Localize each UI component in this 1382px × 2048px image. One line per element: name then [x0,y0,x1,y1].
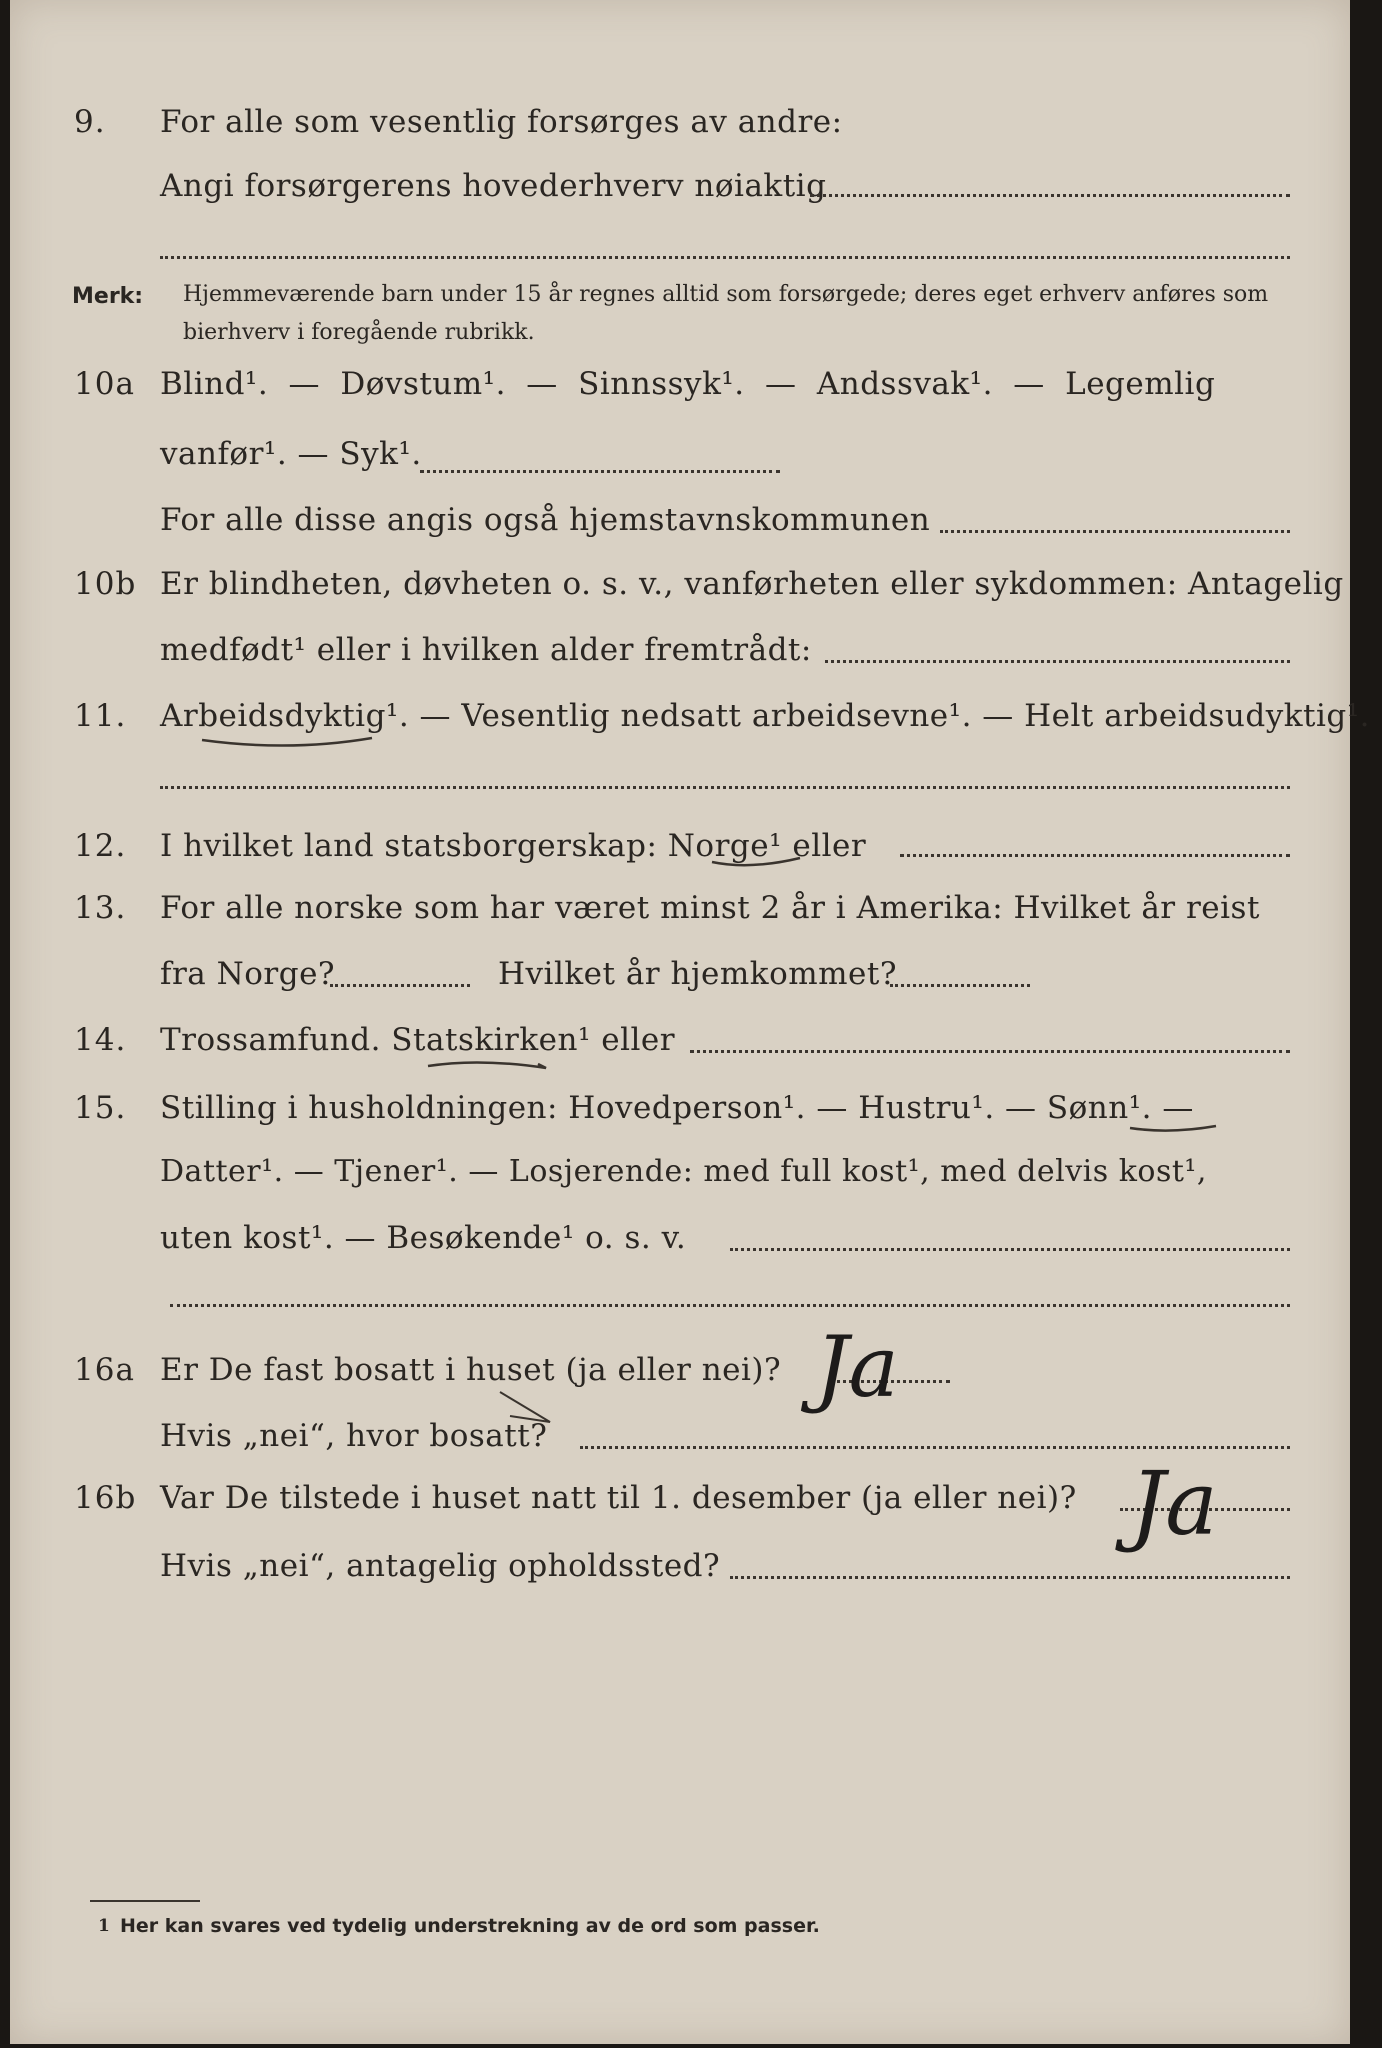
underline-arbeidsdyktig [202,738,372,746]
handwritten-answer-16b: Ja [1130,1452,1218,1555]
ink-markings [10,0,1350,2044]
question-text: Hvis „nei“, hvor bosatt? [160,1418,548,1454]
question-text: Angi forsørgerens hovederhverv nøiaktig [160,168,827,204]
question-text: medfødt¹ eller i hvilken alder fremtrådt: [160,632,812,668]
handwritten-answer-16a: Ja [815,1318,899,1416]
item-number: 11. [74,698,127,734]
item-number: 10a [74,366,135,402]
question-text: Datter¹. — Tjener¹. — Losjerende: med full kost¹, med delvis kost¹, [160,1154,1207,1189]
question-text: Var De tilstede i huset natt til 1. desember (ja eller nei)? [160,1480,1077,1516]
question-text: Er blindheten, døvheten o. s. v., vanførheten eller sykdommen: Antagelig [160,566,1344,602]
question-text: uten kost¹. — Besøkende¹ o. s. v. [160,1220,687,1256]
merk-label: Merk: [72,284,144,309]
underline-statskirken [428,1062,546,1068]
footnote-mark: 1 [98,1916,110,1936]
question-text: Hvilket år hjemkommet? [498,956,897,992]
question-text: vanfør¹. — Syk¹. [160,436,422,472]
question-text: Er De fast bosatt i huset (ja eller nei)? [160,1352,782,1388]
question-text: For alle som vesentlig forsørges av andre: [160,104,843,140]
pencil-mark [500,1392,550,1422]
item-number: 9. [74,104,106,140]
census-form-page [10,0,1371,2044]
underline-sonn [1130,1126,1216,1131]
item-number: 16b [74,1480,137,1516]
question-text: I hvilket land statsborgerskap: Norge¹ eller [160,828,867,864]
question-text: For alle norske som har været minst 2 år i Amerika: Hvilket år reist [160,890,1260,926]
merk-note: Hjemmeværende barn under 15 år regnes alltid som forsørgede; deres eget erhverv anføres som bierhverv i foregående rubrikk. [183,282,1269,345]
item-number: 15. [74,1090,127,1126]
footnote-rule [90,1900,200,1902]
item-number: 13. [74,890,127,926]
question-text: Trossamfund. Statskirken¹ eller [160,1022,676,1058]
question-text: Arbeidsdyktig¹. — Vesentlig nedsatt arbeidsevne¹. — Helt arbeidsudyktig¹. [160,698,1371,734]
item-number: 12. [74,828,127,864]
footnote-text: Her kan svares ved tydelig understrekning av de ord som passer. [120,1915,820,1937]
question-text: Hvis „nei“, antagelig opholdssted? [160,1548,721,1584]
item-number: 10b [74,566,137,602]
question-text: Blind¹. — Døvstum¹. — Sinnssyk¹. — Andssvak¹. — Legemlig [160,366,1216,402]
question-text: For alle disse angis også hjemstavnskommunen [160,502,931,538]
underline-norge [712,858,800,865]
question-text: Stilling i husholdningen: Hovedperson¹. — Hustru¹. — Sønn¹. — [160,1090,1194,1126]
item-number: 14. [74,1022,127,1058]
question-text: fra Norge? [160,956,336,992]
item-number: 16a [74,1352,135,1388]
